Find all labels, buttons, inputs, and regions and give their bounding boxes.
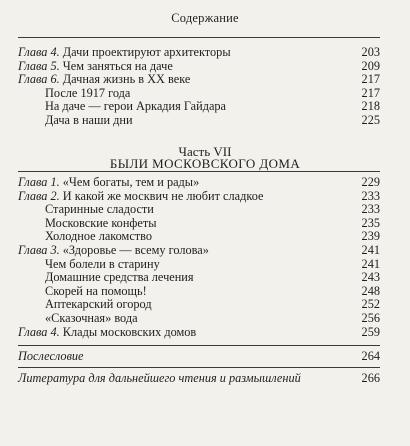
chapter-label: Глава 2. [18,188,60,203]
page-number: 241 [361,256,380,271]
page-number: 256 [361,310,380,325]
toc-row-literature [18,372,380,386]
entry-title: Аптекарский огород [45,297,152,312]
page-number: 218 [361,99,380,114]
toc-row [18,87,380,101]
page-number: 233 [361,202,380,217]
toc-row [18,271,380,285]
entry-title: Чем заняться на даче [59,58,173,73]
page-number: 241 [361,242,380,257]
afterword-label: Послесловие [18,349,84,363]
entry-title: На даче — герои Аркадия Гайдара [45,99,227,114]
page-number: 235 [361,215,380,230]
toc-row [18,298,380,312]
page-number: 217 [361,72,380,87]
entry-title: Дачная жизнь в XX веке [59,72,191,87]
toc-row [18,312,380,326]
entry-title: Скорей на помощь! [45,283,147,298]
toc-row [18,190,380,204]
entry-title: После 1917 года [45,85,131,100]
page-number: 252 [361,297,380,312]
toc-row [18,60,380,74]
page-number: 225 [361,112,380,127]
entry-title: Домашние средства лечения [45,270,194,285]
entry-title: Холодное лакомство [45,229,153,244]
entry-title: Дача в наши дни [45,112,133,127]
toc-afterword [18,350,380,364]
toc-row [18,326,380,340]
page-number: 233 [361,188,380,203]
page-number: 203 [361,45,380,59]
literature-page: 266 [361,371,380,385]
chapter-label: Глава 6. [18,72,60,87]
toc-row [18,217,380,231]
entry-title: Дачи проектируют архитекторы [59,45,231,59]
entry-title: Старинные сладости [45,202,154,217]
chapter-label: Глава 1. [18,175,60,189]
divider-part [18,171,380,172]
toc-section-2 [18,176,380,339]
page-number: 239 [361,229,380,244]
page-number: 229 [361,175,380,189]
entry-title: «Здоровье — всему голова» [59,242,209,257]
toc-row [18,230,380,244]
toc-row [18,100,380,114]
chapter-label: Глава 5. [18,58,60,73]
chapter-label: Глава 4. [18,324,60,339]
toc-row [18,176,380,190]
entry-title: Московские конфеты [45,215,157,230]
entry-title: «Сказочная» вода [45,310,138,325]
toc-row [18,73,380,87]
page-header: Содержание [171,11,239,25]
toc-row [18,244,380,258]
chapter-label: Глава 3. [18,242,60,257]
toc-row [18,285,380,299]
part-title: БЫЛИ МОСКОВСКОГО ДОМА [109,156,301,171]
page-number: 248 [361,283,380,298]
entry-title: Чем болели в старину [45,256,160,271]
literature-label: Литература для дальнейшего чтения и размышлений [18,371,301,385]
toc-row [18,114,380,128]
page-number: 243 [361,270,380,285]
toc-row-afterword [18,350,380,364]
page-number: 259 [361,324,380,339]
page-number: 209 [361,58,380,73]
toc-row [18,258,380,272]
toc-row [18,203,380,217]
entry-title: И какой же москвич не любит сладкое [59,188,264,203]
divider-afterword [18,345,380,346]
part-number: Часть VII [178,144,232,159]
page-number: 217 [361,85,380,100]
entry-title: Клады московских домов [59,324,197,339]
divider-top [18,37,380,38]
afterword-page: 264 [361,349,380,363]
entry-title: «Чем богаты, тем и рады» [59,175,200,189]
chapter-label: Глава 4. [18,45,60,59]
toc-literature [18,372,380,386]
toc-row [18,46,380,60]
divider-literature [18,367,380,368]
toc-section-1 [18,46,380,128]
